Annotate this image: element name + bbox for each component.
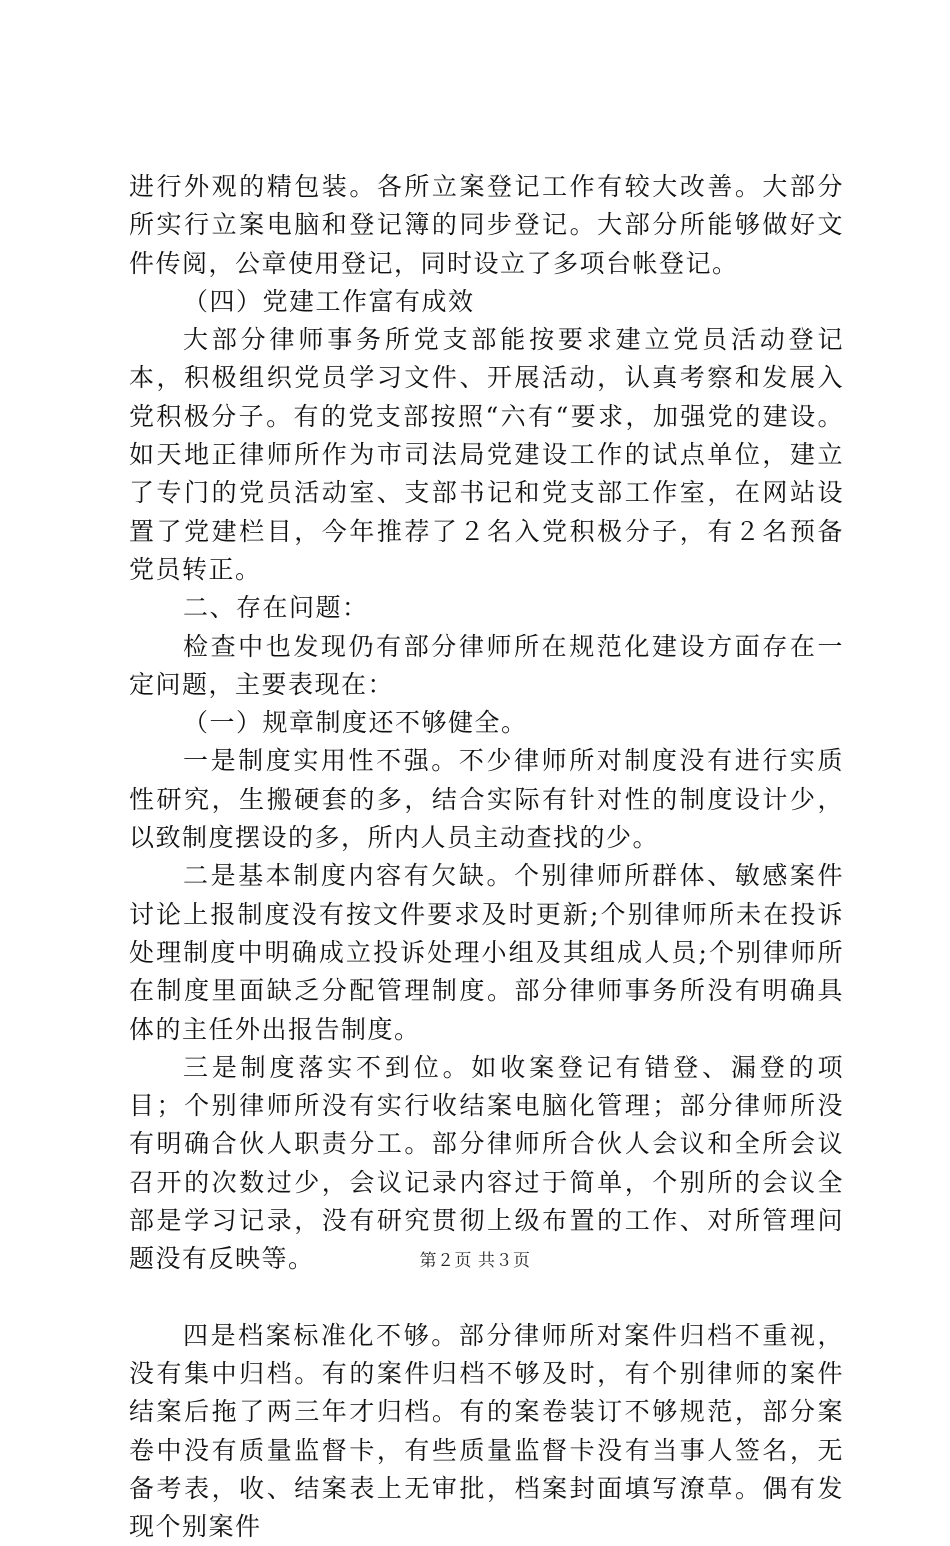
- paragraph-point-one: 一是制度实用性不强。不少律师所对制度没有进行实质性研究，生搬硬套的多，结合实际有针对性的制度设计少，以致制度摆设的多，所内人员主动查找的少。: [129, 746, 844, 853]
- page-footer: [0, 1246, 950, 1271]
- paragraph-problems-intro: 检查中也发现仍有部分律师所在规范化建设方面存在一定问题，主要表现在：: [129, 631, 844, 699]
- section-heading-party-building: （四）党建工作富有成效: [183, 286, 475, 316]
- paragraph-point-three: 三是制度落实不到位。如收案登记有错登、漏登的项目；个别律师所没有实行收结案电脑化管理；部分律师所没有明确合伙人职责分工。部分律师所合伙人会议和全所会议召开的次数过少，会议记录内容过于简单，个别所的会议全部是学习记录，没有研究贯彻上级布置的工作、对所管理问题没有反映等。: [129, 1052, 844, 1274]
- paragraph-gap: [129, 1279, 844, 1317]
- page-number: 第２页 共３页: [419, 1251, 531, 1271]
- subsection-heading-rules: （一）规章制度还不够健全。: [183, 708, 528, 738]
- paragraph-point-four: 四是档案标准化不够。部分律师所对案件归档不重视，没有集中归档。有的案件归档不够及时，有个别律师的案件结案后拖了两三年才归档。有的案卷装订不够规范，部分案卷中没有质量监督卡，有些质量监督卡没有当事人签名，无备考表，收、结案表上无审批，档案封面填写潦草。偶有发现个别案件: [129, 1320, 844, 1542]
- section-heading-problems: 二、存在问题：: [183, 593, 369, 623]
- paragraph-continuation: 进行外观的精包装。各所立案登记工作有较大改善。大部分所实行立案电脑和登记簿的同步登记。大部分所能够做好文件传阅，公章使用登记，同时设立了多项台帐登记。: [129, 172, 844, 278]
- document-body: [129, 168, 844, 1546]
- paragraph-party-building: 大部分律师事务所党支部能按要求建立党员活动登记本，积极组织党员学习文件、开展活动，认真考察和发展入党积极分子。有的党支部按照“六有“要求，加强党的建设。如天地正律师所作为市司法局党建设工作的试点单位，建立了专门的党员活动室、支部书记和党支部工作室，在网站设置了党建栏目，今年推荐了２名入党积极分子，有２名预备党员转正。: [129, 325, 844, 584]
- paragraph-point-two: 二是基本制度内容有欠缺。个别律师所群体、敏感案件讨论上报制度没有按文件要求及时更新;个别律师所未在投诉处理制度中明确成立投诉处理小组及其组成人员;个别律师所在制度里面缺乏分配管理制度。部分律师事务所没有明确具体的主任外出报告制度。: [129, 861, 844, 1044]
